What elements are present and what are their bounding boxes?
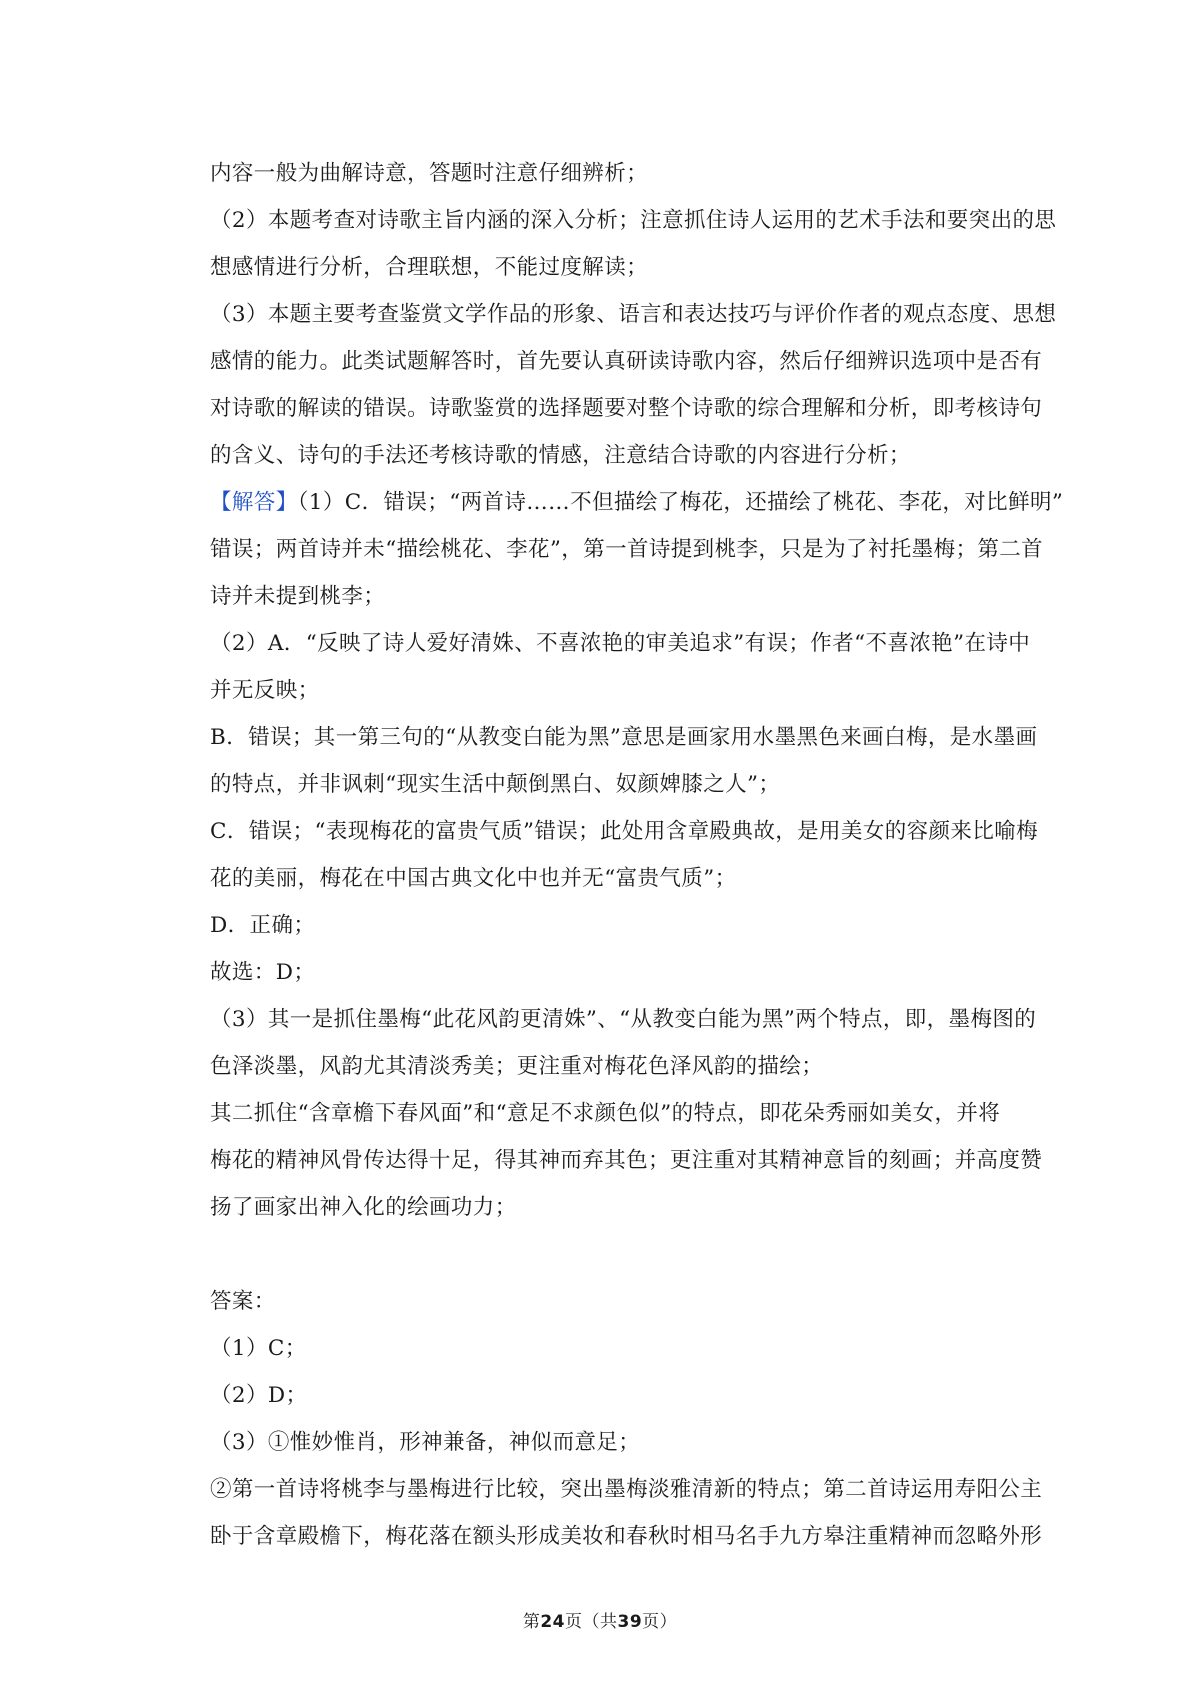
text-line: D．正确； bbox=[210, 913, 316, 938]
text-line: 的特点，并非讽刺“现实生活中颠倒黑白、奴颜婢膝之人”； bbox=[210, 772, 781, 797]
text-line: ②第一首诗将桃李与墨梅进行比较，突出墨梅淡雅清新的特点；第二首诗运用寿阳公主 bbox=[210, 1477, 1043, 1502]
answer-heading-line bbox=[210, 479, 1064, 526]
text-line: 想感情进行分析，合理联想，不能过度解读； bbox=[210, 255, 649, 280]
total-pages: 39 bbox=[617, 1612, 643, 1632]
footer-suffix: 页） bbox=[642, 1612, 678, 1632]
text-line: 错误；两首诗并未“描绘桃花、李花”，第一首诗提到桃李，只是为了衬托墨梅；第二首 bbox=[210, 537, 1044, 562]
answer-label: 答案： bbox=[210, 1289, 276, 1314]
answer-text: （1）C．错误；“两首诗……不但描绘了梅花，还描绘了桃花、李花，对比鲜明” bbox=[297, 490, 1064, 515]
text-line: （2）A．“反映了诗人爱好清姝、不喜浓艳的审美追求”有误；作者“不喜浓艳”在诗中 bbox=[210, 631, 1031, 656]
text-line: C．错误；“表现梅花的富贵气质”错误；此处用含章殿典故，是用美女的容颜来比喻梅 bbox=[210, 819, 1039, 844]
text-line: 对诗歌的解读的错误。诗歌鉴赏的选择题要对整个诗歌的综合理解和分析，即考核诗句 bbox=[210, 396, 1043, 421]
text-line: （2）本题考查对诗歌主旨内涵的深入分析；注意抓住诗人运用的艺术手法和要突出的思 bbox=[210, 208, 1057, 233]
text-line: 诗并未提到桃李； bbox=[210, 584, 386, 609]
text-line: 并无反映； bbox=[210, 678, 320, 703]
text-line: 扬了画家出神入化的绘画功力； bbox=[210, 1195, 517, 1220]
text-line: 的含义、诗句的手法还考核诗歌的情感，注意结合诗歌的内容进行分析； bbox=[210, 443, 911, 468]
text-line: 其二抓住“含章檐下春风面”和“意足不求颜色似”的特点，即花朵秀丽如美女，并将 bbox=[210, 1101, 1001, 1126]
text-line: （3）其一是抓住墨梅“此花风韵更清姝”、“从教变白能为黑”两个特点，即，墨梅图的 bbox=[210, 1007, 1037, 1032]
text-line: 感情的能力。此类试题解答时，首先要认真研读诗歌内容，然后仔细辨识选项中是否有 bbox=[210, 349, 1043, 374]
text-line: （3）本题主要考查鉴赏文学作品的形象、语言和表达技巧与评价作者的观点态度、思想 bbox=[210, 302, 1057, 327]
text-line: （1）C； bbox=[210, 1336, 307, 1361]
text-line: （2）D； bbox=[210, 1383, 308, 1408]
page-footer bbox=[0, 1610, 1200, 1634]
page-number: 24 bbox=[540, 1612, 565, 1632]
answer-tag: 【解答】 bbox=[210, 490, 298, 515]
blank-line bbox=[210, 1231, 1020, 1278]
text-line: B．错误；其一第三句的“从教变白能为黑”意思是画家用水墨黑色来画白梅，是水墨画 bbox=[210, 725, 1038, 750]
text-line: 花的美丽，梅花在中国古典文化中也并无“富贵气质”； bbox=[210, 866, 737, 891]
text-line: 卧于含章殿檐下，梅花落在额头形成美妆和春秋时相马名手九方皋注重精神而忽略外形 bbox=[210, 1524, 1043, 1549]
text-line: 内容一般为曲解诗意，答题时注意仔细辨析； bbox=[210, 161, 649, 186]
document-body bbox=[210, 150, 1064, 1560]
text-line: 色泽淡墨，风韵尤其清淡秀美；更注重对梅花色泽风韵的描绘； bbox=[210, 1054, 824, 1079]
text-line: 故选：D； bbox=[210, 960, 316, 985]
footer-middle: 页（共 bbox=[565, 1612, 618, 1632]
footer-prefix: 第 bbox=[522, 1612, 541, 1632]
text-line: （3）①惟妙惟肖，形神兼备，神似而意足； bbox=[210, 1430, 641, 1455]
text-line: 梅花的精神风骨传达得十足，得其神而弃其色；更注重对其精神意旨的刻画；并高度赞 bbox=[210, 1148, 1043, 1173]
